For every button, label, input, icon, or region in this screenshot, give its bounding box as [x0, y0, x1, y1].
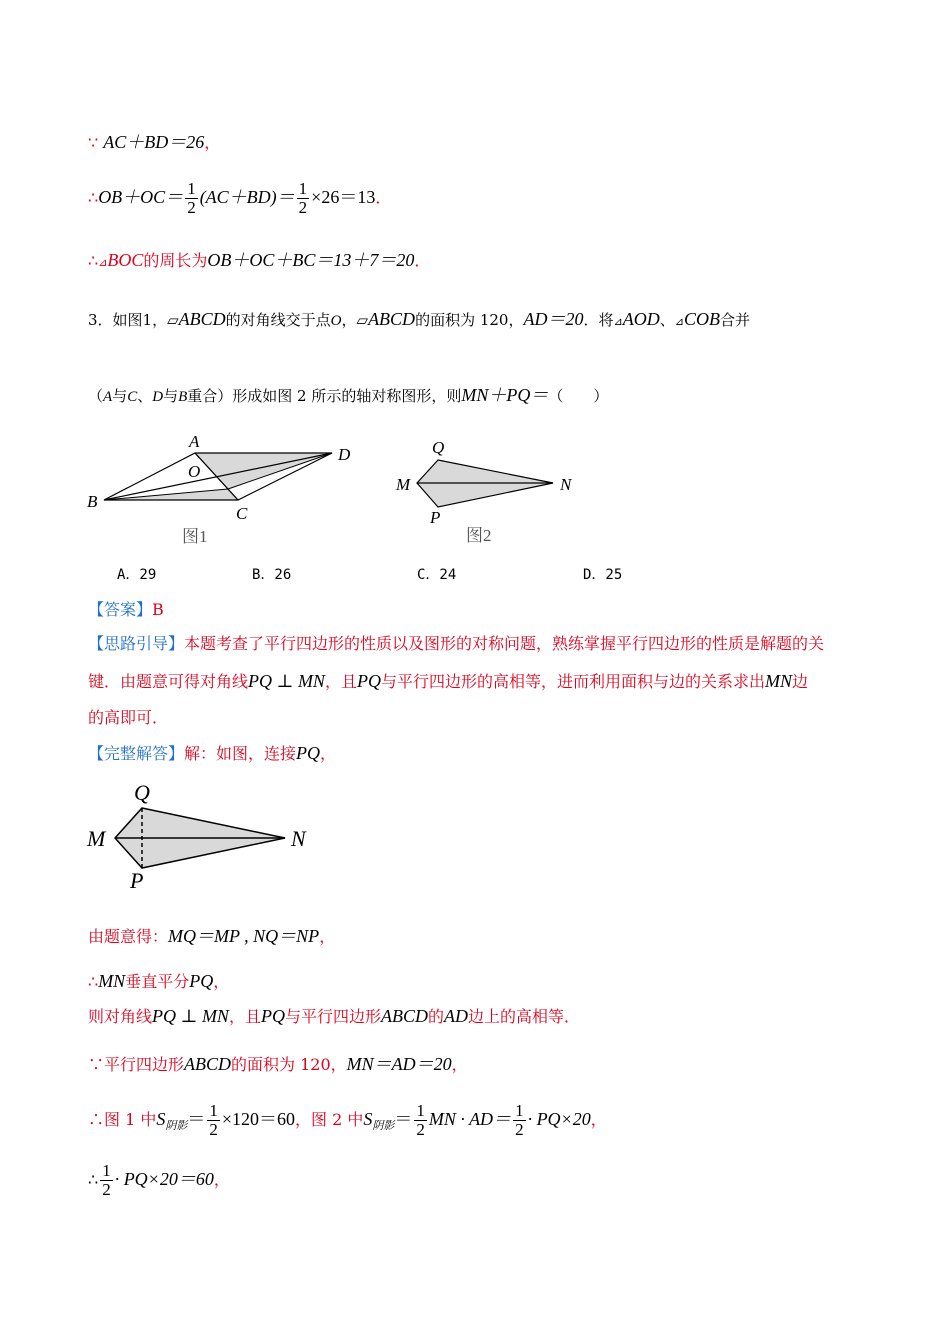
text: 、: [659, 311, 675, 329]
fraction: [414, 1102, 427, 1139]
text: ，且: [324, 672, 357, 691]
var: AD＝20: [523, 309, 584, 329]
var: AOD: [622, 309, 660, 329]
var: C: [127, 389, 138, 405]
label-n: N: [291, 826, 306, 851]
var: PQ: [296, 743, 321, 763]
therefore-symbol: ∴: [88, 1170, 99, 1189]
frac-num: 1: [209, 1101, 218, 1120]
hint-line-3: [88, 706, 168, 730]
fraction: [513, 1102, 526, 1139]
fraction: [185, 180, 198, 217]
text: 边上的高相等．: [467, 1007, 580, 1026]
var: PQ: [260, 1006, 285, 1026]
label-q: Q: [432, 438, 445, 457]
var: MN＋PQ＝: [461, 385, 549, 405]
label-a: A: [189, 432, 200, 451]
text: 图 1 中: [104, 1110, 157, 1129]
var: PQ ⊥ MN: [152, 1006, 229, 1026]
text: 、: [137, 387, 153, 405]
text: ，: [341, 311, 357, 329]
triangle-name: BOC: [107, 250, 144, 270]
punct: ，: [213, 972, 230, 991]
expr: MQ＝MP , NQ＝NP: [168, 926, 320, 946]
label-c: C: [236, 504, 248, 523]
var: ABCD: [184, 1054, 232, 1074]
because-symbol: ∵: [88, 133, 99, 152]
question-line-2: [88, 383, 608, 409]
subscript: 阴影: [165, 1119, 188, 1132]
frac-num: 1: [187, 179, 196, 198]
text: 垂直平分: [125, 972, 190, 991]
figure-1-caption: 图1: [182, 527, 208, 546]
equals: ＝: [187, 1109, 206, 1129]
solution-step-6: [88, 1162, 230, 1199]
step-line-2: [88, 180, 391, 217]
label-p: P: [130, 868, 144, 893]
text: ，: [320, 744, 337, 763]
option-c[interactable]: C．24: [417, 567, 457, 583]
figure-2: [390, 432, 590, 552]
var: PQ ⊥ MN: [248, 671, 325, 691]
figure-2-caption: 图2: [466, 526, 492, 545]
var: A: [103, 389, 113, 405]
step-line-1: [88, 130, 220, 155]
frac-den: 2: [416, 1120, 425, 1139]
solution-step-4: [88, 1052, 468, 1077]
expr-rhs: ×26＝13: [311, 187, 376, 207]
text: ，图 2 中: [295, 1110, 364, 1129]
text: 与: [163, 387, 179, 405]
punct: ，: [590, 1110, 607, 1129]
label-d: D: [338, 445, 351, 464]
label-p: P: [430, 508, 441, 527]
var: B: [178, 389, 188, 405]
var: ABCD: [380, 1006, 428, 1026]
frac-num: 1: [298, 179, 308, 198]
var: S: [156, 1109, 166, 1129]
text: 合并: [719, 311, 750, 329]
text: 平行四边形: [104, 1055, 185, 1074]
frac-num: 1: [515, 1101, 524, 1120]
label-q: Q: [134, 780, 150, 805]
var: AD: [443, 1006, 468, 1026]
frac-den: 2: [515, 1120, 524, 1139]
fraction: [207, 1102, 220, 1139]
solution-step-3: [88, 1004, 580, 1029]
fraction: [100, 1162, 113, 1199]
parallelogram-icon: ▱: [167, 311, 179, 329]
expr: MN＝AD＝20: [346, 1054, 452, 1074]
solution-step-5: [88, 1102, 607, 1139]
figure-1: [80, 428, 370, 553]
text: ，且: [228, 1007, 261, 1026]
frac-num: 1: [102, 1161, 111, 1180]
frac-den: 2: [187, 198, 196, 217]
text: 解：如图，连接: [184, 744, 297, 763]
text: 与平行四边形的高相等，进而利用面积与边的关系求出: [380, 672, 765, 691]
solution-step-1: [88, 924, 335, 949]
expr-mid: (AC＋BD)＝: [199, 187, 295, 207]
label-n: N: [560, 475, 572, 494]
punct: ，: [213, 1170, 230, 1189]
expr: · PQ×20: [527, 1109, 591, 1129]
expr: OB＋OC＋BC＝13＋7＝20: [207, 250, 415, 270]
text: 本题考查了平行四边形的性质以及图形的对称问题，熟练掌握平行四边形的性质是解题的关: [184, 634, 825, 653]
var: S: [363, 1109, 373, 1129]
therefore-symbol: ∴: [88, 251, 99, 270]
equals: ＝: [394, 1109, 413, 1129]
punct: ．: [414, 251, 431, 270]
expr: ×120＝60: [221, 1109, 296, 1129]
option-a[interactable]: A．29: [117, 567, 157, 583]
text: （: [88, 387, 104, 405]
label-o: O: [188, 462, 201, 481]
option-b[interactable]: B．26: [252, 567, 292, 583]
punct: ，: [319, 927, 336, 946]
text: 由题意得：: [88, 927, 169, 946]
therefore-symbol: ∴: [88, 972, 99, 991]
label-m: M: [87, 826, 106, 851]
label-m: M: [396, 475, 411, 494]
step-line-3: [88, 248, 430, 275]
hint-line-2: [88, 669, 808, 694]
solution-tag: 【完整解答】: [88, 744, 185, 763]
var: ABCD: [178, 309, 226, 329]
solution-step-2: [88, 969, 229, 994]
frac-den: 2: [298, 198, 308, 217]
triangle-icon: ⊿: [98, 256, 108, 269]
therefore-symbol: ∴: [88, 1110, 105, 1129]
parallelogram-icon: ▱: [356, 311, 369, 329]
punct: ，: [204, 133, 221, 152]
triangle-icon: ⊿: [613, 315, 623, 328]
text: 的面积为 120，: [231, 1055, 347, 1074]
var: PQ: [356, 671, 381, 691]
answer-blank: （ ）: [548, 387, 609, 405]
question-line-1: [88, 307, 750, 334]
label-b: B: [87, 492, 98, 511]
text: 的对角线交于点: [225, 311, 331, 329]
fraction: [297, 180, 310, 217]
var: COB: [683, 309, 720, 329]
expr: AC＋BD＝26: [103, 132, 205, 152]
text: 键．由题意可得对角线: [88, 672, 249, 691]
because-symbol: ∵: [88, 1055, 105, 1074]
answer-value: B: [152, 600, 164, 619]
text: ．将: [583, 311, 614, 329]
text: 的高即可．: [88, 708, 169, 727]
text: 边: [791, 672, 808, 691]
text: 则对角线: [88, 1007, 153, 1026]
shaded-triangle-cob: [104, 489, 238, 500]
punct: ．: [375, 188, 392, 207]
option-d[interactable]: D．25: [583, 567, 623, 583]
text: 的: [427, 1007, 444, 1026]
text: 的周长为: [143, 251, 208, 270]
frac-den: 2: [209, 1120, 218, 1139]
answer-line: [88, 598, 164, 622]
frac-den: 2: [102, 1180, 111, 1199]
text: 与平行四边形: [284, 1007, 381, 1026]
var: MN: [764, 671, 792, 691]
expr: · PQ×20＝60: [114, 1169, 214, 1189]
text: 重合）形成如图 2 所示的轴对称图形，则: [187, 387, 462, 405]
text: 与: [112, 387, 128, 405]
frac-num: 1: [416, 1101, 425, 1120]
therefore-symbol: ∴: [88, 188, 99, 207]
shaded-triangle-aod: [195, 453, 332, 489]
text: 的面积为 120，: [415, 311, 524, 329]
var: O: [330, 313, 342, 329]
solution-line-1: [88, 741, 336, 766]
var: ABCD: [368, 309, 416, 329]
question-number: 3．如图1，: [88, 311, 168, 329]
expr: MN · AD＝: [428, 1109, 512, 1129]
triangle-icon: ⊿: [674, 315, 684, 328]
var: PQ: [189, 971, 214, 991]
punct: ，: [451, 1055, 468, 1074]
hint-line-1: [88, 632, 824, 656]
answer-tag: 【答案】: [88, 600, 153, 619]
var: D: [152, 389, 164, 405]
figure-3: [80, 778, 320, 898]
subscript: 阴影: [372, 1119, 395, 1132]
var: MN: [98, 971, 126, 991]
expr-lhs: OB＋OC＝: [98, 187, 184, 207]
hint-tag: 【思路引导】: [88, 634, 185, 653]
